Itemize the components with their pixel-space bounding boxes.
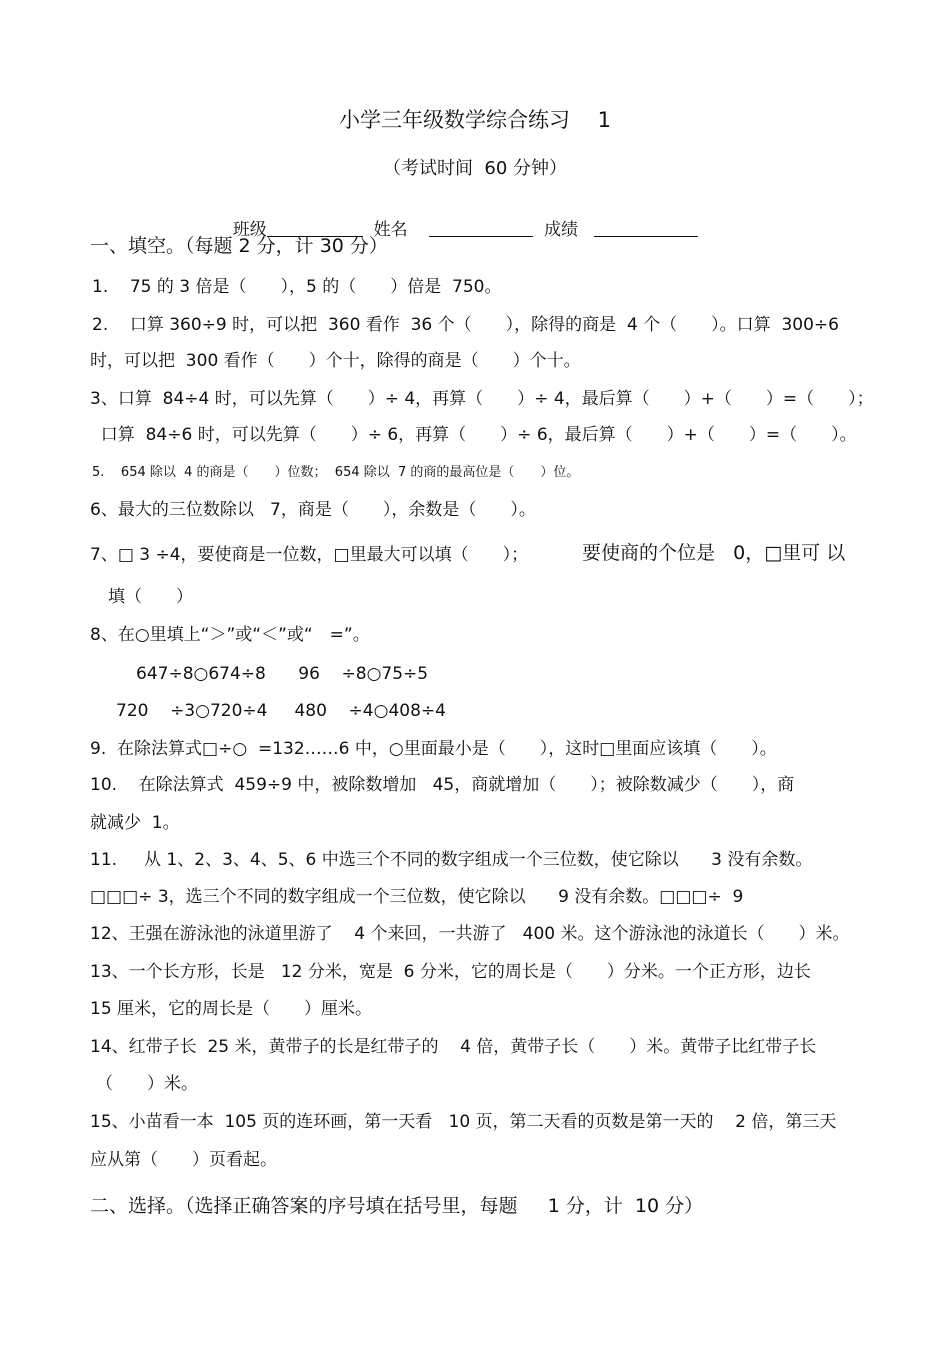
class-label: 班级: [232, 220, 267, 240]
question-9: 9. 在除法算式□÷○ =132……6 中，○里面最小是（ ），这时□里面应该填（ ）。: [90, 739, 777, 759]
question-2-line1: 2. 口算 360÷9 时，可以把 360 看作 36 个（ ），除得的商是 4 个（ ）。口算 300÷6: [92, 315, 839, 335]
question-1: 1. 75 的 3 倍是（ ），5 的（ ）倍是 750。: [92, 277, 502, 297]
question-10-line1: 10. 在除法算式 459÷9 中，被除数增加 45，商就增加（ ）；被除数减少（ ），商: [90, 775, 795, 795]
question-5: 5. 654 除以 4 的商是（ ）位数； 654 除以 7 的商的最高位是（ ）位。: [92, 465, 580, 480]
question-7-part1: 7、□ 3 ÷4，要使商是一位数，□里最大可以填（ ）；: [90, 545, 529, 565]
question-13-line1: 13、一个长方形，长是 12 分米，宽是 6 分米，它的周长是（ ）分米。一个正方形，边长: [90, 962, 811, 982]
question-11-line1: 11. 从 1、2、3、4、5、6 中选三个不同的数字组成一个三位数，使它除以 3 没有余数。: [90, 850, 813, 870]
question-14-line1: 14、红带子长 25 米，黄带子的长是红带子的 4 倍，黄带子长（ ）米。黄带子比红带子长: [90, 1037, 817, 1057]
exam-duration: （考试时间 60 分钟）: [382, 158, 568, 179]
section2-heading: 二、选择。（选择正确答案的序号填在括号里，每题 1 分，计 10 分）: [90, 1195, 704, 1217]
question-15-line1: 15、小苗看一本 105 页的连环画，第一天看 10 页，第二天看的页数是第一天的 2 倍，第三天: [90, 1112, 837, 1132]
question-8: 8、在○里填上“＞”或“＜”或“ =”。: [90, 625, 370, 645]
question-7-line2: 填（ ）: [108, 587, 193, 607]
question-6: 6、最大的三位数除以 7，商是（ ），余数是（ ）。: [90, 500, 536, 520]
question-2-line2: 时，可以把 300 看作（ ）个十，除得的商是（ ）个十。: [90, 351, 581, 371]
score-label: 成绩: [544, 220, 579, 240]
question-13-line2: 15 厘米，它的周长是（ ）厘米。: [90, 999, 373, 1019]
question-8-row1: 647÷8○674÷8 96 ÷8○75÷5: [136, 664, 429, 684]
question-3-line1: 3、口算 84÷4 时，可以先算（ ）÷ 4，再算（ ）÷ 4，最后算（ ）+（ ）=（ ）；: [90, 389, 874, 409]
question-10-line2: 就减少 1。: [90, 813, 180, 833]
name-blank[interactable]: [429, 220, 533, 237]
name-label: 姓名: [373, 220, 408, 240]
question-11-line2: □□□÷ 3，选三个不同的数字组成一个三位数，使它除以 9 没有余数。□□□÷ 9: [90, 887, 744, 907]
question-3-line2: 口算 84÷6 时，可以先算（ ）÷ 6，再算（ ）÷ 6，最后算（ ）+（ ）=（ ）。: [90, 425, 857, 445]
score-blank[interactable]: [594, 220, 698, 237]
question-8-row2: 720 ÷3○720÷4 480 ÷4○408÷4: [116, 701, 446, 721]
question-14-line2: （ ）米。: [96, 1074, 198, 1094]
question-12: 12、王强在游泳池的泳道里游了 4 个来回，一共游了 400 米。这个游泳池的泳道长（ ）米。: [90, 924, 850, 944]
page-title: 小学三年级数学综合练习 1: [338, 108, 612, 132]
question-7-part2: 要使商的个位是 0，□里可 以: [582, 542, 846, 564]
question-15-line2: 应从第（ ）页看起。: [90, 1150, 277, 1170]
section1-heading: 一、填空。（每题 2 分，计 30 分）: [90, 235, 388, 257]
